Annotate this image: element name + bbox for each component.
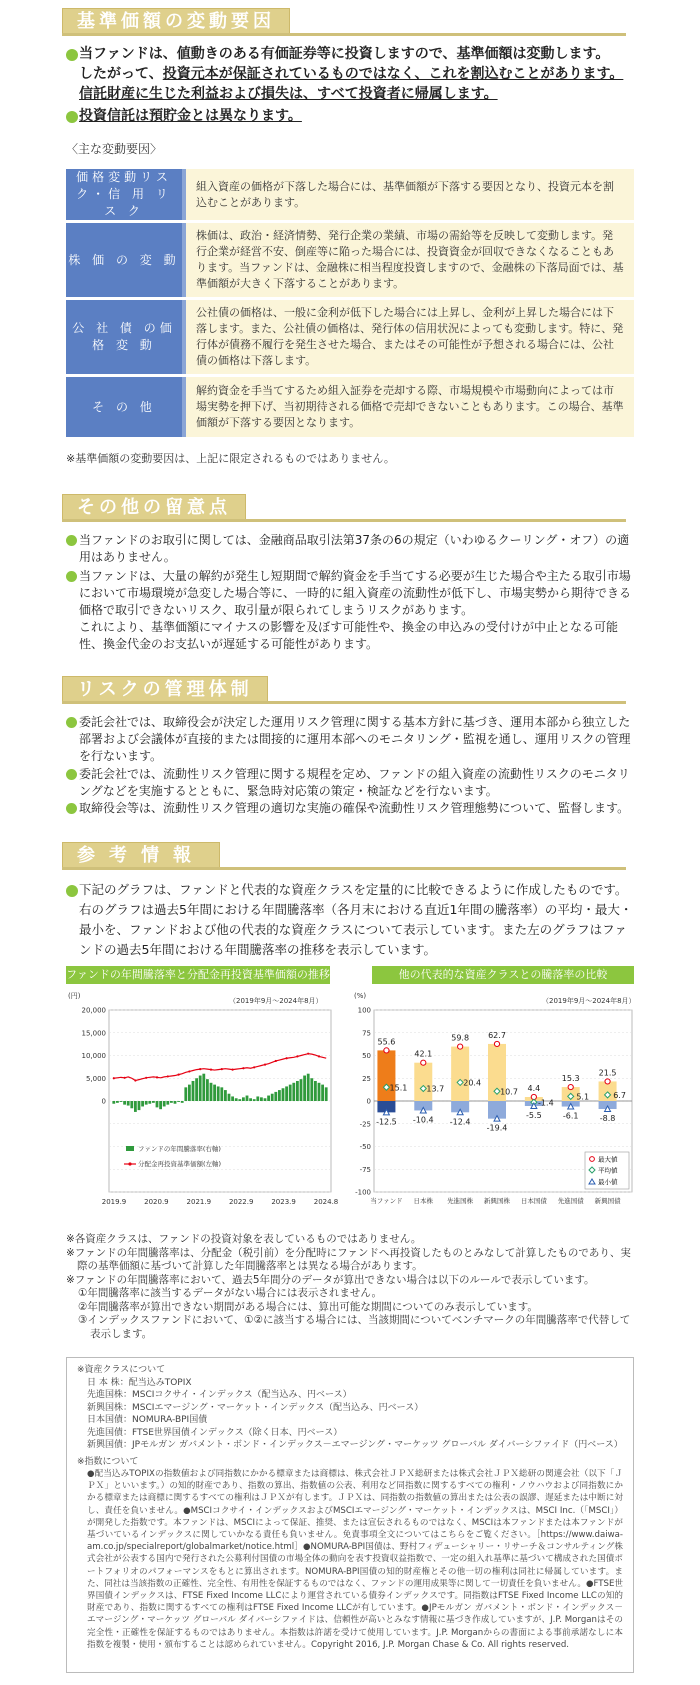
- asset-class-line: 日 本 株：配当込みTOPIX: [87, 1377, 192, 1388]
- legend-line-label: 分配金再投資基準価額(左軸): [138, 1160, 222, 1168]
- right-y-tick: 50: [362, 1052, 371, 1060]
- return-bar: [141, 1101, 144, 1106]
- return-bar: [246, 1096, 249, 1101]
- chart-note: ③インデックスファンドにおいて、①②に該当する場合には、当該期間についてベンチマークの年間騰落率で代替して表示します。: [78, 1314, 631, 1340]
- chart-note: ②年間騰落率が算出できない期間がある場合には、算出可能な期間についてのみ表示しています。: [78, 1300, 538, 1313]
- asset-class-line: 先進国債：FTSE世界国債インデックス（除く日本、円ベース）: [87, 1427, 343, 1438]
- return-bar: [152, 1101, 155, 1103]
- legend-bar-swatch: [126, 1146, 134, 1151]
- right-y-tick: -75: [359, 1165, 371, 1174]
- nav-point: [113, 1077, 115, 1079]
- return-bar: [220, 1087, 223, 1101]
- asset-class-line: 新興国株：MSCIエマージング・マーケット・インデックス（配当込み、円ベース）: [87, 1402, 424, 1413]
- nav-point: [221, 1068, 223, 1070]
- table-row: [66, 223, 634, 297]
- return-bar: [224, 1090, 227, 1101]
- return-bar: [274, 1092, 277, 1101]
- return-bar: [296, 1081, 299, 1101]
- return-bar: [314, 1081, 317, 1101]
- nav-point: [167, 1075, 169, 1077]
- avg-label: 5.1: [576, 1092, 590, 1102]
- risk-heading: そ の 他: [66, 377, 186, 437]
- return-bar: [217, 1086, 220, 1101]
- bullet-text: 委託会社では、流動性リスク管理に関する規程を定め、ファンドの組入資産の流動性リスクのモニタリングなどを実施するとともに、緊急時対応策の策定・検証などを行ないます。: [79, 767, 630, 798]
- nav-point: [156, 1076, 158, 1078]
- return-bar: [285, 1086, 288, 1101]
- x-tick: 2024.8: [313, 1198, 339, 1206]
- max-marker: [605, 1079, 610, 1084]
- return-bar: [184, 1087, 187, 1101]
- bullet-risk-policy: [66, 714, 636, 765]
- section-title: 参考情報: [62, 842, 220, 868]
- max-bar: [377, 1050, 395, 1101]
- nav-point: [145, 1077, 147, 1079]
- risk-heading: 公 社 債 の価 格 変 動: [66, 300, 186, 374]
- right-y-tick: 75: [362, 1029, 371, 1038]
- legend-max: 最大値: [598, 1155, 618, 1164]
- risk-note: ※基準価額の変動要因は、上記に限定されるものではありません。: [66, 452, 395, 465]
- category-label: 日本国債: [520, 1197, 547, 1205]
- right-y-tick: 25: [362, 1074, 371, 1083]
- return-bar: [325, 1087, 328, 1101]
- nav-point: [318, 1055, 320, 1057]
- right-y-tick: -50: [359, 1143, 371, 1151]
- return-bar: [321, 1085, 324, 1101]
- bullet-icon: [66, 535, 77, 546]
- bullet-text: 当ファンドのお取引に関しては、金融商品取引法第37条の6の規定（いわゆるクーリング・オフ）の適用はありません。: [79, 533, 630, 564]
- bullet-icon: [66, 49, 78, 61]
- bullet-chart-explanation: [66, 880, 636, 960]
- nav-point: [242, 1067, 244, 1069]
- nav-point: [264, 1064, 266, 1066]
- left-y-tick: 10,000: [81, 1052, 106, 1060]
- return-bar: [264, 1098, 267, 1101]
- legend-max-icon: [590, 1157, 595, 1162]
- return-bar: [170, 1101, 173, 1103]
- return-bar: [130, 1101, 133, 1108]
- return-bar: [318, 1083, 321, 1101]
- return-bar: [307, 1074, 310, 1101]
- min-label: -19.4: [486, 1123, 508, 1133]
- return-bar: [138, 1101, 141, 1110]
- legend-min: 最小値: [598, 1178, 618, 1186]
- avg-label: 15.1: [389, 1083, 408, 1093]
- category-label: 新興国株: [484, 1197, 510, 1205]
- bullet-icon: [66, 769, 77, 780]
- profit-loss-statement: 信託財産に生じた利益および損失は、すべて投資者に帰属します。: [79, 86, 498, 102]
- return-bar: [116, 1101, 119, 1103]
- return-bar: [148, 1101, 151, 1104]
- index-heading: ※指数について: [77, 1456, 139, 1467]
- avg-label: 6.7: [613, 1090, 626, 1100]
- return-bar: [166, 1101, 169, 1105]
- bullet-text: 取締役会等は、流動性リスク管理の適切な実施の確保や流動性リスク管理態勢について、監督します。: [79, 801, 630, 815]
- return-bar: [202, 1074, 205, 1101]
- left-y-tick: 15,000: [81, 1029, 106, 1038]
- avg-label: 20.4: [463, 1078, 482, 1088]
- section-title: リスクの管理体制: [62, 676, 268, 702]
- nav-point: [134, 1079, 136, 1081]
- category-label: 先進国債: [557, 1197, 584, 1205]
- risk-table: [66, 166, 634, 440]
- return-bar: [235, 1098, 238, 1101]
- return-bar: [238, 1099, 241, 1101]
- section-header-risk-management: [62, 676, 626, 706]
- avg-label: -1.4: [538, 1098, 554, 1108]
- x-tick: 2021.9: [186, 1198, 212, 1206]
- return-bar: [210, 1083, 213, 1101]
- max-label: 55.6: [377, 1037, 396, 1047]
- bullet-icon: [66, 885, 78, 897]
- return-bar: [282, 1088, 285, 1101]
- chart-notes: [66, 1233, 636, 1341]
- return-bar: [145, 1101, 148, 1105]
- category-label: 先進国株: [447, 1197, 474, 1205]
- section-header-fluctuation: [62, 8, 626, 38]
- right-y-tick: -25: [359, 1120, 371, 1129]
- chart-note: ※ファンドの年間騰落率は、分配金（税引前）を分配時にファンドへ再投資したものとみなして計算したものであり、実際の基準価額に基づいて計算した年間騰落率とは異なる場合があります。: [66, 1246, 631, 1272]
- bullet-icon: [66, 111, 78, 123]
- x-tick: 2020.9: [144, 1198, 169, 1206]
- return-bar: [206, 1079, 209, 1101]
- return-bar: [300, 1079, 303, 1101]
- return-bar: [156, 1101, 159, 1107]
- nav-point: [188, 1070, 190, 1072]
- nav-point: [124, 1077, 126, 1079]
- max-label: 62.7: [488, 1030, 506, 1040]
- right-period: （2019年9月～2024年8月）: [542, 997, 636, 1005]
- return-bar: [253, 1099, 256, 1101]
- bullet-text: 当ファンドは、値動きのある有価証券等に投資しますので、基準価額は変動します。: [79, 46, 610, 62]
- left-chart: [66, 986, 346, 1214]
- legend-line-swatch: [128, 1162, 131, 1165]
- section-title: その他の留意点: [62, 494, 246, 520]
- nav-point: [199, 1068, 201, 1070]
- min-label: -5.5: [526, 1111, 542, 1121]
- x-tick: 2023.9: [271, 1198, 296, 1206]
- max-marker: [568, 1084, 573, 1089]
- min-label: -12.4: [449, 1117, 471, 1127]
- max-label: 59.8: [451, 1033, 470, 1043]
- asset-class-line: 日本国債：NOMURA-BPI国債: [87, 1415, 208, 1425]
- nav-point: [232, 1069, 234, 1071]
- return-bar: [292, 1083, 295, 1101]
- left-chart-title: ファンドの年間騰落率と分配金再投資基準価額の推移: [66, 966, 330, 984]
- asset-class-line: 先進国株：MSCIコクサイ・インデックス（配当込み、円ベース）: [87, 1390, 352, 1400]
- nav-point: [286, 1057, 288, 1059]
- max-marker: [458, 1044, 463, 1049]
- max-marker: [384, 1048, 389, 1053]
- left-y-tick: 0: [101, 1097, 106, 1106]
- bullet-text: 委託会社では、取締役会が決定した運用リスク管理に関する基本方針に基づき、運用本部から独立した部署および会議体が直接的または間接的に運用本部へのモニタリング・監視を通し、運用リスクの管理を行ないます。: [79, 715, 631, 763]
- return-bar: [188, 1085, 191, 1101]
- avg-label: 13.7: [426, 1084, 445, 1094]
- max-label: 4.4: [527, 1083, 541, 1093]
- principal-warning: 投資元本が保証されているものではなく、これを割込むことがあります。: [162, 66, 624, 82]
- return-bar: [120, 1101, 123, 1102]
- max-marker: [421, 1060, 426, 1065]
- chart-note: ①年間騰落率に該当するデータがない場合には表示されません。: [78, 1287, 383, 1299]
- risk-subtitle: 〈主な変動要因〉: [66, 142, 163, 156]
- section-header-notes: [62, 494, 626, 524]
- risk-heading: 価格変動リスク・信 用 リ ス ク: [66, 169, 186, 220]
- bullet-text: 投資信託は預貯金とは異なります。: [79, 108, 302, 124]
- bullet-text: したがって、: [79, 66, 163, 82]
- bullet-text: 当ファンドは、大量の解約が発生し短期間で解約資金を手当てする必要が生じた場合や主たる取引市場において市場環境が急変した場合等に、一時的に組入資産の流動性が低下し、市場実勢から期待できる価格で取引できないリスク、取引量が限られてしまうリスクがあります。: [79, 569, 632, 617]
- right-chart-title: 他の代表的な資産クラスとの騰落率の比較: [372, 966, 634, 984]
- return-bar: [303, 1076, 306, 1101]
- chart-note: ※各資産クラスは、ファンドの投資対象を表しているものではありません。: [66, 1233, 422, 1245]
- bullet-icon: [66, 571, 77, 582]
- bullet-not-deposit: [66, 106, 636, 126]
- bullet-liquidity: [66, 568, 636, 653]
- return-bar: [123, 1101, 126, 1105]
- category-label: 新興国債: [594, 1197, 621, 1205]
- nav-point: [253, 1066, 255, 1068]
- asset-class-heading: ※資産クラスについて: [77, 1365, 166, 1375]
- return-bar: [289, 1085, 292, 1101]
- bullet-text: 下記のグラフは、ファンドと代表的な資産クラスを定量的に比較できるように作成したものです。右のグラフは過去5年間における年間騰落率（各月末における直近1年間の騰落率）の平均・最大・最小を、ファンドおよび他の代表的な資産クラスについて表示しています。また左のグラフはファンドの過去5年間における年間騰落率の推移を表示しています。: [79, 882, 633, 957]
- chart-note: ※ファンドの年間騰落率において、過去5年間分のデータが算出できない場合は以下のルールで表示しています。: [66, 1273, 595, 1286]
- right-y-tick: -100: [355, 1188, 371, 1197]
- return-bar: [271, 1094, 274, 1101]
- return-bar: [195, 1078, 198, 1101]
- return-bar: [181, 1101, 184, 1103]
- nav-point: [178, 1074, 180, 1076]
- return-bar: [256, 1096, 259, 1101]
- risk-desc: 解約資金を手当てするため組入証券を売却する際、市場規模や市場動向によっては市場実勢を押下げ、当初期待される価格で売却できないこともあります。この場合、基準価額が下落する要因となります。: [186, 377, 634, 437]
- legend-bar-label: ファンドの年間騰落率(右軸): [138, 1145, 221, 1153]
- nav-point: [307, 1053, 309, 1055]
- left-y-tick: 20,000: [81, 1006, 106, 1015]
- risk-heading: 株 価 の 変 動: [66, 223, 186, 297]
- left-unit: (円): [68, 992, 81, 1000]
- table-row: [66, 377, 634, 437]
- return-bar: [242, 1097, 245, 1101]
- return-bar: [213, 1085, 216, 1101]
- right-chart: [352, 986, 642, 1226]
- left-period: （2019年9月～2024年8月）: [229, 997, 323, 1005]
- return-bar: [192, 1081, 195, 1101]
- return-bar: [278, 1090, 281, 1101]
- return-bar: [249, 1098, 252, 1101]
- max-label: 21.5: [598, 1068, 617, 1078]
- max-marker: [494, 1041, 499, 1046]
- min-label: -12.5: [376, 1117, 397, 1127]
- return-bar: [134, 1101, 137, 1112]
- return-bar: [260, 1097, 263, 1101]
- risk-desc: 株価は、政治・経済情勢、発行企業の業績、市場の需給等を反映して変動します。発行企業が経営不安、倒産等に陥った場合には、投資資金が回収できなくなることもあります。当ファンドは、金融株に相当程度投資しますので、金融株の下落局面では、基準価額が大きく下落することがあります。: [186, 223, 634, 297]
- x-tick: 2019.9: [101, 1198, 127, 1206]
- bullet-liquidity-rules: [66, 766, 636, 800]
- nav-point: [275, 1060, 277, 1062]
- index-note-box: [66, 1357, 634, 1673]
- min-label: -10.4: [412, 1115, 434, 1125]
- min-label: -6.1: [562, 1111, 579, 1121]
- right-y-tick: 0: [366, 1097, 371, 1106]
- nav-point: [296, 1055, 298, 1057]
- x-tick: 2022.9: [228, 1198, 254, 1206]
- bullet-text: これにより、基準価額にマイナスの影響を及ぼす可能性や、換金の申込みの受付けが中止となる可能性、換金代金のお支払いが遅延する可能性があります。: [79, 620, 619, 651]
- risk-desc: 公社債の価格は、一般に金利が低下した場合には上昇し、金利が上昇した場合には下落します。また、公社債の価格は、発行体の信用状況によっても変動します。特に、発行体が債務不履行を発生させた場合、またはその可能性が予想される場合には、公社債の価格は下落します。: [186, 300, 634, 374]
- bullet-icon: [66, 803, 77, 814]
- min-label: -8.8: [599, 1114, 616, 1124]
- bullet-cooling-off: [66, 532, 636, 566]
- max-label: 42.1: [414, 1049, 433, 1059]
- table-row: [66, 300, 634, 374]
- return-bar: [199, 1076, 202, 1101]
- return-bar: [174, 1101, 177, 1104]
- category-label: 日本株: [413, 1197, 434, 1205]
- return-bar: [231, 1096, 234, 1101]
- right-y-tick: 100: [357, 1006, 371, 1015]
- return-bar: [127, 1101, 130, 1106]
- return-bar: [163, 1101, 166, 1106]
- index-disclaimer: ●配当込みTOPIXの指数値および同指数にかかる標章または商標は、株式会社ＪＰＸ総研または株式会社ＪＰＸ総研の関連会社（以下「ＪＰＸ」といいます。）の知的財産であり、指数の算出、指数値の公表、利用など同指数に関するすべての権利・ノウハウおよび同指数にかかる標章または商標に関するすべての権利はＪＰＸが有します。ＪＰＸは、同指数の指数値の算出または公表の誤謬、遅延または中断に対し、責任を負いません。●MSCIコクサイ・インデックスおよびMSCIエマージング・マーケット・インデックスは、MSCI Inc.（「MSCI」）が開発した指数です。本ファンドは、MSCIによって保証、推奨、または宣伝されるものではなく、MSCIは本ファンドまたは本ファンドが基づいているインデックスに関していかなる責任も負いません。免責事項全文についてはこちらをご覧ください。［https://www.daiwa-am.co.jp/specialreport/globalmarket/notice.html］●NOMURA-BPI国債は、野村フィデューシャリー・リサーチ＆コンサルティング株式会社が公表する国内で発行された公募利付国債の市場全体の動向を表す投資収益指数で、一定の組入れ基準に基づいて構成された国債ポートフォリオのパフォーマンスをもとに算出されます。NOMURA-BPI国債の知的財産権とその他一切の権利は同社に帰属しています。また、同社は当該指数の正確性、完全性、有用性を保証するものではなく、ファンドの運用成果等に関して一切責任を負いません。●FTSE世界国債インデックスは、FTSE Fixed Income LLCにより運営されている債券インデックスです。同指数はFTSE Fixed Income LLCの知的財産であり、指数に関するすべての権利はFTSE Fixed Income LLCが有しています。●JPモルガン ガバメント・ボンド・インデックス－エマージング・マーケッツ グローバル ダイバーシファイドは、信頼性が高いとみなす情報に基づき作成していますが、J.P. Morganはその完全性・正確性を保証するものではありません。本指数は許諾を受けて使用しています。J.P. Morganからの書面による事前承諾なしに本指数を複製・使用・頒布することは認められていません。Copyright 2016, J.P. Morgan Chase & Co. All rights reserved.: [87, 1469, 623, 1650]
- nav-point: [210, 1069, 212, 1071]
- return-bar: [159, 1101, 162, 1109]
- max-bar: [451, 1047, 469, 1101]
- section-title: 基準価額の変動要因: [62, 8, 290, 34]
- bullet-icon: [66, 717, 77, 728]
- section-header-reference: [62, 842, 626, 872]
- return-bar: [228, 1094, 231, 1101]
- return-bar: [177, 1101, 180, 1102]
- max-label: 15.3: [561, 1074, 580, 1084]
- category-label: 当ファンド: [370, 1197, 403, 1205]
- return-bar: [310, 1078, 313, 1101]
- legend-avg: 平均値: [598, 1166, 618, 1175]
- table-row: [66, 169, 634, 220]
- avg-label: 10.7: [500, 1087, 518, 1097]
- max-bar: [414, 1063, 432, 1101]
- risk-desc: 組入資産の価格が下落した場合には、基準価額が下落する要因となり、投資元本を割込むことがあります。: [186, 169, 634, 220]
- asset-class-line: 新興国債：JPモルガン ガバメント・ボンド・インデックス－エマージング・マーケッツ グローバル ダイバーシファイド（円ベース）: [87, 1440, 623, 1450]
- bullet-board-oversight: [66, 800, 636, 817]
- left-y-tick: 5,000: [85, 1074, 106, 1083]
- bullet-nav-fluctuation: [66, 44, 636, 104]
- return-bar: [267, 1096, 270, 1101]
- right-unit: (%): [354, 992, 367, 1000]
- return-bar: [112, 1101, 115, 1104]
